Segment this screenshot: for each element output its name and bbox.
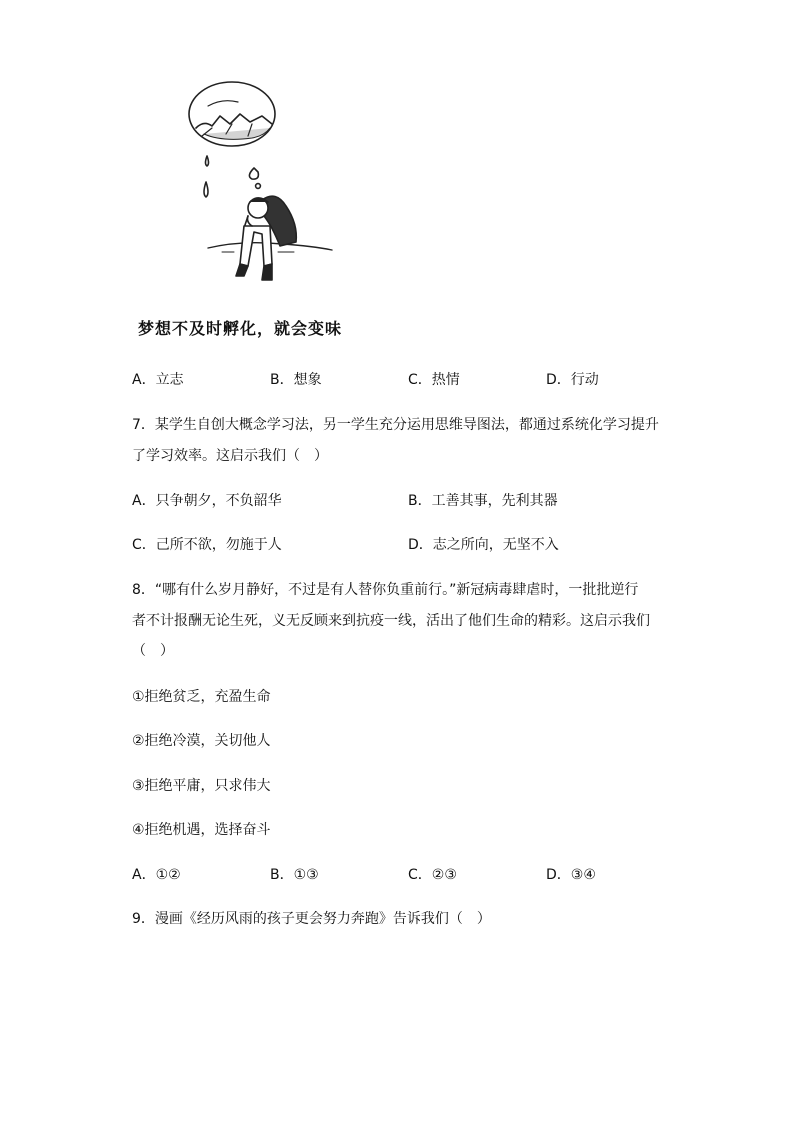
q8-statement-2: ②拒绝冷漠，关切他人 [132,733,271,749]
q6-option-c: C．热情 [408,372,460,388]
q8-statement-1: ①拒绝贫乏，充盈生命 [132,689,271,705]
q6-option-a: A．立志 [132,372,184,388]
q8-stem-line-3: （ ） [132,643,174,659]
q7-option-d: D．志之所向，无坚不入 [408,537,559,553]
q6-option-b: B．想象 [270,372,322,388]
q7-option-b: B．工善其事，先利其器 [408,493,558,509]
q8-stem-line-2: 者不计报酬无论生死，义无反顾来到抗疫一线，活出了他们生命的精彩。这启示我们 [132,613,650,629]
q7-stem-line-2: 了学习效率。这启示我们（ ） [132,448,328,464]
q8-option-b: B．①③ [270,867,319,883]
q7-option-a: A．只争朝夕，不负韶华 [132,493,282,509]
q8-stem-line-1: 8．“哪有什么岁月静好，不过是有人替你负重前行。”新冠病毒肆虐时，一批批逆行 [132,582,639,598]
dream-egg-cartoon [182,76,342,296]
q8-statement-3: ③拒绝平庸，只求伟大 [132,778,271,794]
q7-stem-line-1: 7．某学生自创大概念学习法，另一学生充分运用思维导图法，都通过系统化学习提升 [132,417,659,433]
q8-option-d: D．③④ [546,867,596,883]
q8-option-c: C．②③ [408,867,457,883]
q7-option-c: C．己所不欲，勿施于人 [132,537,282,553]
q9-stem-line-1: 9．漫画《经历风雨的孩子更会努力奔跑》告诉我们（ ） [132,911,491,927]
cartoon-caption: 梦想不及时孵化，就会变味 [138,319,343,338]
q8-statement-4: ④拒绝机遇，选择奋斗 [132,822,271,838]
q8-option-a: A．①② [132,867,181,883]
q6-option-d: D．行动 [546,372,599,388]
